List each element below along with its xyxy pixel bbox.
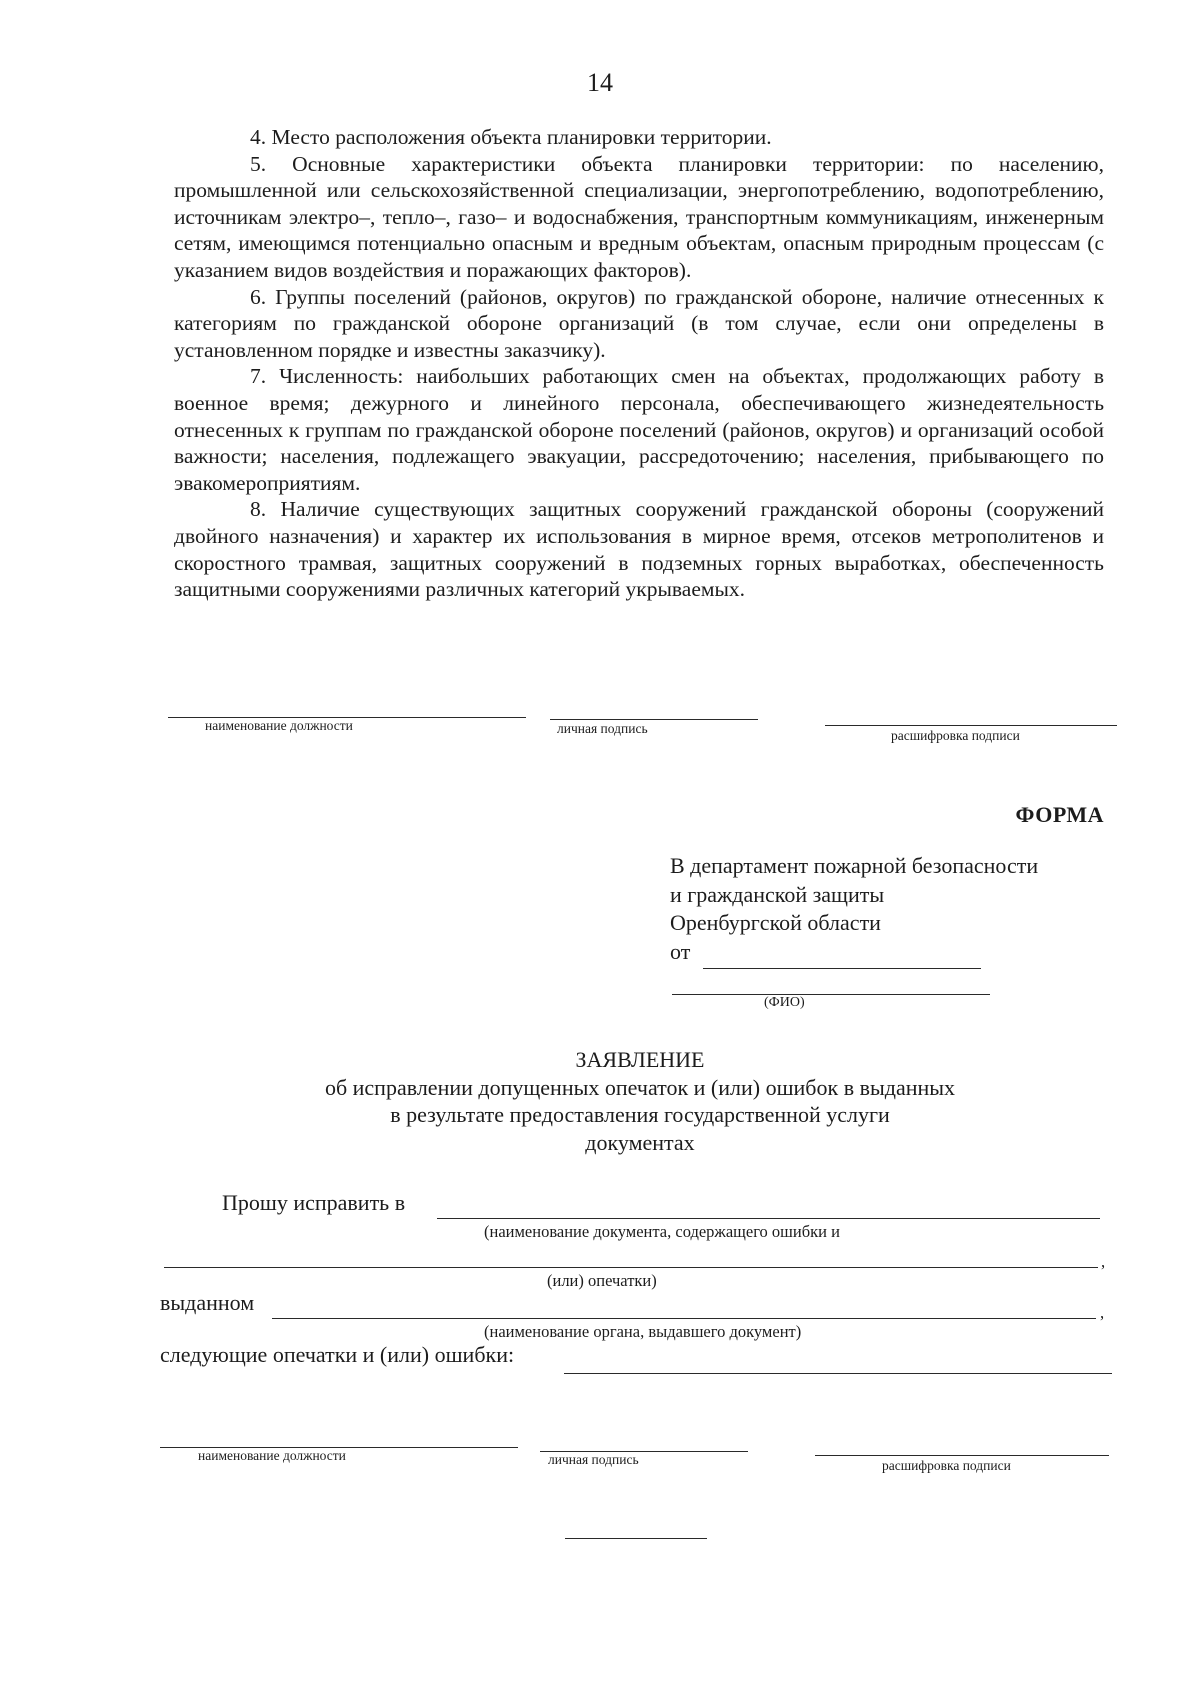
errors-line[interactable] [564,1373,1112,1374]
page-number: 14 [587,68,613,97]
signature-caption: личная подпись [548,1452,639,1467]
decoding-caption: расшифровка подписи [882,1458,1011,1473]
paragraph-7 [174,363,1104,496]
paragraph-5 [174,151,1104,284]
request-label: Прошу исправить в [222,1190,406,1215]
paragraph-4-text: 4. Место расположения объекта планировки территории. [250,125,772,149]
comma-1: , [1101,1252,1106,1271]
document-caption-1: (наименование документа, содержащего ошибки и [484,1222,840,1241]
errors-label: следующие опечатки и (или) ошибки: [160,1342,515,1367]
fio-line[interactable] [672,994,990,995]
from-line[interactable] [703,968,981,969]
signature-line [550,719,758,720]
form-heading: ФОРМА [1015,802,1104,827]
addressee-line-1: В департамент пожарной безопасности [670,853,1039,878]
decoding-line [825,725,1117,726]
paragraph-8-text: 8. Наличие существующих защитных сооружений гражданской обороны (сооружений двойного назначения) и характер их использования в мирное время, отсеков метрополитенов и скоростного трамвая, защитных сооружений в подземных горных выработках, обеспеченность защитными сооружениями различных категорий укрываемых. [174,497,1104,602]
decoding-caption: расшифровка подписи [891,728,1020,743]
issuer-line[interactable] [272,1318,1096,1319]
issued-label: выданном [160,1290,255,1315]
from-label: от [670,938,691,964]
document-name-line[interactable] [437,1218,1100,1219]
document-name-line-2[interactable] [164,1267,1098,1268]
subtitle-line-2: в результате предоставления государственной услуги [390,1102,890,1127]
decoding-line [815,1455,1109,1456]
subtitle-line-1: об исправлении допущенных опечаток и (или) ошибок в выданных [324,1074,956,1100]
document-caption-2: (или) опечатки) [547,1271,657,1290]
paragraph-8 [174,496,1104,602]
paragraph-7-text: 7. Численность: наибольших работающих смен на объектах, продолжающих работу в военное время; дежурного и линейного персонала, обеспечивающего жизнедеятельность отнесенных к группам по гражданской обороне поселений (районов, округов) и организаций особой важности; населения, подлежащего эвакуации, рассредоточению; населения, прибывающего по эвакомероприятиям. [174,364,1104,495]
paragraph-6 [174,284,1104,364]
application-title [0,1046,1200,1156]
closing-rule [565,1538,707,1539]
title: ЗАЯВЛЕНИЕ [575,1047,705,1072]
fio-caption: (ФИО) [764,995,805,1010]
paragraph-6-text: 6. Группы поселений (районов, округов) по гражданской обороне, наличие отнесенных к категориям по гражданской обороне организаций (в том случае, если они определены в установленном порядке и известны заказчику). [174,284,1104,362]
comma-2: , [1100,1303,1105,1322]
issuer-caption: (наименование органа, выдавшего документ) [484,1322,802,1341]
addressee-line-3: Оренбургской области [670,910,881,935]
paragraph-4 [174,124,1104,151]
subtitle-line-3: документах [585,1129,695,1155]
paragraph-5-text: 5. Основные характеристики объекта планировки территории: по населению, промышленной или сельскохозяйственной специализации, энергопотреблению, водопотреблению, источникам электро–, тепло–, газо– и водоснабжения, транспортным коммуникациям, инженерным сетям, имеющимся потенциально опасным и вредным объектам, опасным природным процессам (с указанием видов воздействия и поражающих факторов). [174,151,1104,282]
addressee-line-2: и гражданской защиты [670,881,885,907]
addressee-block [670,852,1038,966]
position-caption: наименование должности [198,1448,346,1463]
signature-caption: личная подпись [557,721,648,736]
position-caption: наименование должности [205,718,353,733]
body-text [174,124,1104,603]
